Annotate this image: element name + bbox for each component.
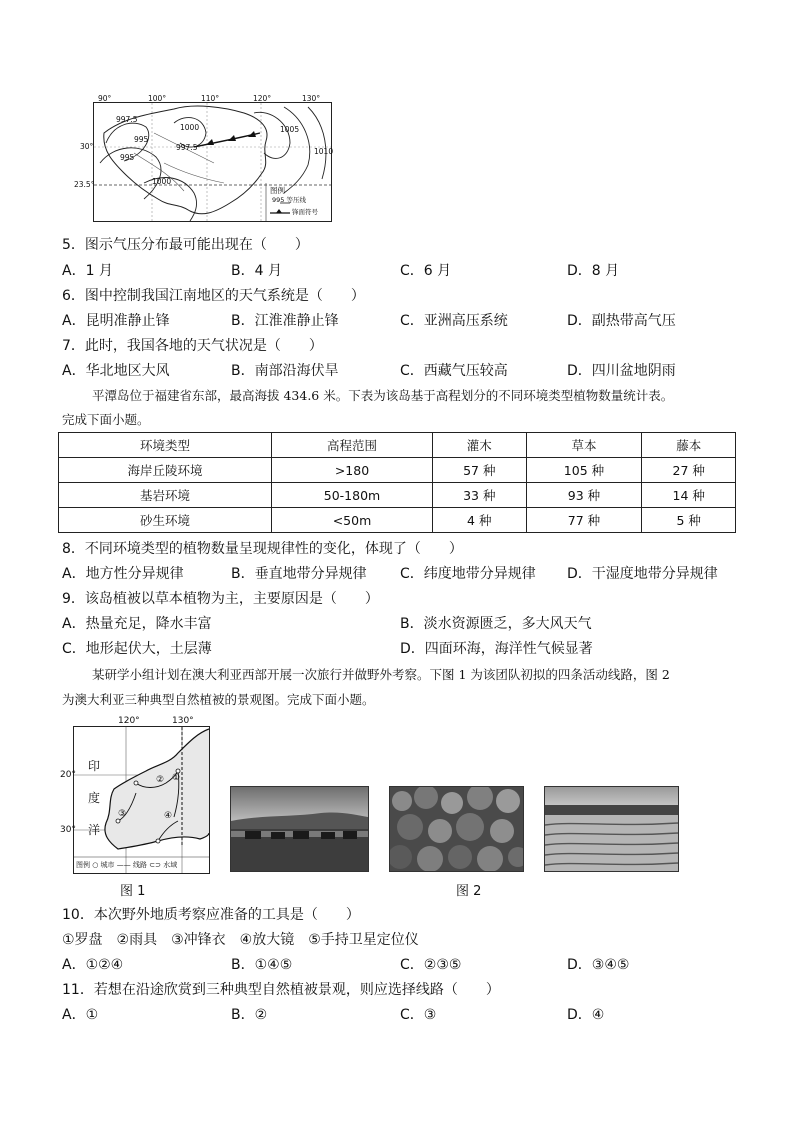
isobar-label: 997.5 (116, 115, 138, 124)
lon-label: 110° (201, 94, 220, 103)
route-label: ④ (164, 811, 173, 821)
table-cell: 93 种 (526, 483, 642, 508)
q11-option-d[interactable]: D．④ (567, 1007, 605, 1023)
lat-label: 20° (60, 770, 76, 780)
table-cell: 27 种 (642, 458, 736, 483)
table-header: 高程范围 (272, 433, 433, 458)
passage-2-line-2: 为澳大利亚三种典型自然植被的景观图。完成下面小题。 (62, 692, 375, 707)
q9-option-a[interactable]: A．热量充足，降水丰富 (62, 616, 212, 632)
q10-option-d[interactable]: D．③④⑤ (567, 957, 630, 973)
isobar-label: 995 (120, 153, 135, 162)
table-cell: 5 种 (642, 508, 736, 533)
table-cell: 50-180m (272, 483, 433, 508)
question-6-stem: 6．图中控制我国江南地区的天气系统是（ ） (62, 288, 365, 304)
table-cell: >180 (272, 458, 433, 483)
ocean-label: 度 (88, 791, 101, 805)
figure-2-caption: 图 2 (456, 884, 482, 899)
table-cell: 砂生环境 (59, 508, 272, 533)
q8-option-c[interactable]: C．纬度地带分异规律 (400, 566, 536, 582)
lat-label: 23.5° (74, 180, 95, 189)
q6-option-d[interactable]: D．副热带高气压 (567, 313, 676, 329)
landscape-photo-desert (544, 786, 679, 872)
question-11-stem: 11．若想在沿途欣赏到三种典型自然植被景观，则应选择线路（ ） (62, 982, 500, 998)
question-9-stem: 9．该岛植被以草本植物为主，主要原因是（ ） (62, 591, 379, 607)
q6-option-b[interactable]: B．江淮准静止锋 (231, 313, 339, 329)
question-10-items: ①罗盘 ②雨具 ③冲锋衣 ④放大镜 ⑤手持卫星定位仪 (62, 932, 419, 948)
table-cell: 4 种 (432, 508, 526, 533)
q5-option-a[interactable]: A．1 月 (62, 263, 113, 279)
q5-option-c[interactable]: C．6 月 (400, 263, 452, 279)
q7-option-c[interactable]: C．西藏气压较高 (400, 363, 508, 379)
q9-option-c[interactable]: C．地形起伏大，土层薄 (62, 641, 212, 657)
table-cell: 33 种 (432, 483, 526, 508)
isobar-label: 1005 (280, 125, 300, 134)
q10-option-a[interactable]: A．①②④ (62, 957, 124, 973)
map2-legend: 图例 ○ 城市 —— 线路 ⊂⊃ 水域 (76, 861, 178, 869)
table-cell: <50m (272, 508, 433, 533)
q5-option-d[interactable]: D．8 月 (567, 263, 620, 279)
isobar-label: 1000 (180, 123, 200, 132)
question-8-stem: 8．不同环境类型的植物数量呈现规律性的变化，体现了（ ） (62, 541, 463, 557)
q8-option-b[interactable]: B．垂直地带分异规律 (231, 566, 367, 582)
route-label: ③ (118, 809, 127, 819)
q8-option-a[interactable]: A．地方性分异规律 (62, 566, 184, 582)
q10-option-b[interactable]: B．①④⑤ (231, 957, 293, 973)
q7-option-a[interactable]: A．华北地区大风 (62, 363, 170, 379)
table-row (59, 458, 736, 483)
plant-count-table (58, 432, 736, 533)
lon-label: 130° (172, 716, 194, 726)
ocean-label: 洋 (88, 823, 101, 837)
q6-option-a[interactable]: A．昆明准静止锋 (62, 313, 170, 329)
route-label: ② (156, 775, 165, 785)
lon-label: 130° (302, 94, 321, 103)
passage-1-line-2: 完成下面小题。 (62, 412, 150, 427)
australia-route-map (73, 726, 210, 874)
table-header: 藤本 (642, 433, 736, 458)
table-cell: 105 种 (526, 458, 642, 483)
isobar-map (93, 102, 332, 222)
q11-option-a[interactable]: A．① (62, 1007, 99, 1023)
lat-label: 30° (60, 825, 76, 835)
landscape-photo-forest (389, 786, 524, 872)
legend-front: 锋面符号 (292, 208, 318, 216)
legend-isobar: 995 等压线 (272, 196, 306, 204)
legend-title: 图例 (270, 186, 285, 195)
q9-option-d[interactable]: D．四面环海，海洋性气候显著 (400, 641, 593, 657)
lon-label: 90° (98, 94, 112, 103)
route-label: ① (172, 773, 181, 783)
table-cell: 海岸丘陵环境 (59, 458, 272, 483)
table-cell: 14 种 (642, 483, 736, 508)
table-cell: 77 种 (526, 508, 642, 533)
landscape-photo-grassland (230, 786, 369, 872)
question-5-stem: 5．图示气压分布最可能出现在（ ） (62, 237, 309, 253)
isobar-label: 995 (134, 135, 149, 144)
table-header-row (59, 433, 736, 458)
q7-option-b[interactable]: B．南部沿海伏旱 (231, 363, 339, 379)
q11-option-b[interactable]: B．② (231, 1007, 268, 1023)
passage-2-line-1: 某研学小组计划在澳大利亚西部开展一次旅行并做野外考察。下图 1 为该团队初拟的四条活动线路，图 2 (92, 667, 670, 682)
lon-label: 100° (148, 94, 167, 103)
table-header: 草本 (526, 433, 642, 458)
lon-label: 120° (253, 94, 272, 103)
isobar-label: 1010 (314, 147, 334, 156)
lat-label: 30° (80, 142, 94, 151)
figure-1-caption: 图 1 (120, 884, 146, 899)
q6-option-c[interactable]: C．亚洲高压系统 (400, 313, 508, 329)
question-7-stem: 7．此时，我国各地的天气状况是（ ） (62, 338, 323, 354)
q7-option-d[interactable]: D．四川盆地阴雨 (567, 363, 676, 379)
isobar-label: 1000 (152, 177, 172, 186)
q8-option-d[interactable]: D．干湿度地带分异规律 (567, 566, 718, 582)
q11-option-c[interactable]: C．③ (400, 1007, 437, 1023)
table-row (59, 508, 736, 533)
ocean-label: 印 (88, 759, 101, 773)
passage-1-line-1: 平潭岛位于福建省东部，最高海拔 434.6 米。下表为该岛基于高程划分的不同环境类型植物数量统计表。 (92, 388, 674, 403)
table-cell: 基岩环境 (59, 483, 272, 508)
q5-option-b[interactable]: B．4 月 (231, 263, 282, 279)
lon-label: 120° (118, 716, 140, 726)
isobar-label: 997.5 (176, 143, 198, 152)
table-header: 环境类型 (59, 433, 272, 458)
table-row (59, 483, 736, 508)
table-cell: 57 种 (432, 458, 526, 483)
q9-option-b[interactable]: B．淡水资源匮乏，多大风天气 (400, 616, 592, 632)
q10-option-c[interactable]: C．②③⑤ (400, 957, 462, 973)
question-10-stem: 10．本次野外地质考察应准备的工具是（ ） (62, 907, 360, 923)
table-header: 灌木 (432, 433, 526, 458)
